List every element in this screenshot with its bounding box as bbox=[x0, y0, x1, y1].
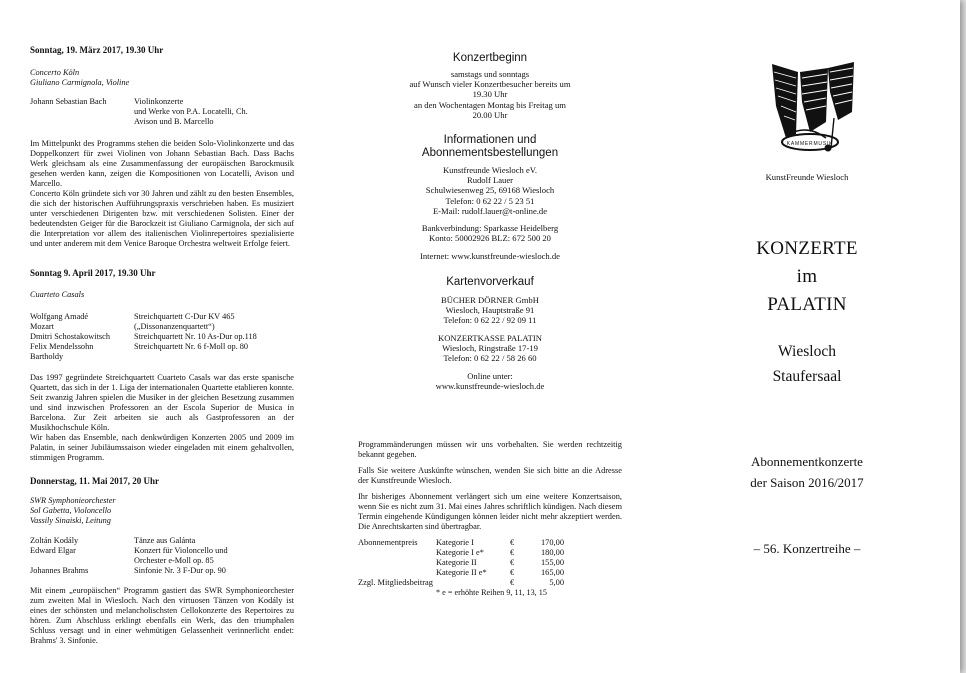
concert-column bbox=[30, 0, 294, 673]
online-sales: Online unter: www.kunstfreunde-wiesloch.de bbox=[356, 371, 624, 391]
work: Streichquartett C-Dur KV 465 bbox=[134, 312, 235, 321]
season-label: Abonnementkonzerte bbox=[751, 454, 863, 469]
performer: Giuliano Carmignola, Violine bbox=[30, 78, 130, 87]
event-performers bbox=[30, 290, 294, 300]
series-number: – 56. Konzertreihe – bbox=[753, 541, 861, 556]
work: und Werke von P.A. Locatelli, Ch. bbox=[134, 107, 248, 116]
work: („Dissonanzenquartett“) bbox=[134, 322, 215, 331]
place-staufersaal: Staufersaal bbox=[772, 368, 842, 385]
performer: SWR Symphonieorchester bbox=[30, 496, 116, 505]
composer: Bartholdy bbox=[30, 352, 64, 361]
logo-graphic bbox=[764, 62, 856, 162]
event-description: Mit einem „europäischen“ Programm gastiert das SWR Symphonieorchester zum zweiten Mal in Wiesloch. Nach den virtuosen Tänzen von Kodály ist eines der schönsten und melancholischsten Cellokonzerte des Repertoires zu hören. Zum Abschluss erklingt ebenfalls ein Werk, das den triumphalen Schluss versagt und in einer wehmütigen Gelassenheit verinnerlicht endet: Brahms' 3. Sinfonie. bbox=[30, 586, 294, 645]
info-column bbox=[356, 0, 624, 673]
work: Orchester e-Moll op. 85 bbox=[134, 556, 214, 565]
work: Konzert für Violoncello und bbox=[134, 546, 228, 555]
event-date: Sonntag 9. April 2017, 19.30 Uhr bbox=[30, 268, 156, 278]
section-title: Konzertbeginn bbox=[452, 52, 528, 64]
club-name: KunstFreunde Wiesloch bbox=[765, 172, 849, 182]
event-performers bbox=[30, 68, 294, 88]
title-konzerte: KONZERTE bbox=[756, 238, 858, 259]
composer bbox=[30, 117, 134, 127]
performer: Sol Gabetta, Violoncello bbox=[30, 506, 112, 515]
composer: Mozart bbox=[30, 322, 54, 331]
performer: Cuarteto Casals bbox=[30, 290, 85, 299]
composer: Zoltán Kodály bbox=[30, 536, 79, 545]
info-section bbox=[356, 134, 624, 262]
vorverkauf-section bbox=[356, 276, 624, 392]
place-wiesloch: Wiesloch bbox=[778, 343, 836, 360]
event-date: Donnerstag, 11. Mai 2017, 20 Uhr bbox=[30, 476, 159, 486]
note: Programmänderungen müssen wir uns vorbehalten. Sie werden rechtzeitig bekannt gegeben. bbox=[358, 440, 622, 459]
work: Tänze aus Galánta bbox=[134, 536, 196, 545]
composer: Dmitri Schostakowitsch bbox=[30, 332, 110, 341]
price-table: Abonnementpreis Kategorie I € 170,00 Kategorie I e* € 180,00 Kategorie II € 155,00 Kategorie II e* € 165,00 Zzgl. Mitgliedsbeitrag € 5,00 bbox=[358, 538, 564, 587]
section-title: Informationen und Abonnementsbestellungen bbox=[421, 134, 559, 159]
member-fee-label: Zzgl. Mitgliedsbeitrag bbox=[358, 578, 433, 587]
email-link[interactable]: E-Mail: rudolf.lauer@t-online.de bbox=[432, 205, 548, 216]
title-im: im bbox=[796, 266, 818, 287]
event-description: Wir haben das Ensemble, nach denkwürdigen Konzerten 2005 und 2009 im Palatin, in seiner Jubiläumssaison wieder eingeladen mit einem gehaltvollen, stimmigen Programm. bbox=[30, 433, 294, 462]
event-description: Concerto Köln gründete sich vor 30 Jahren und zählt zu den besten Ensembles, die sich der historischen Aufführungspraxis verschrieben haben. Es musiziert unter verschiedenen Dirigenten bzw. mit verschiedenen Solisten. Einer der bedeutendsten Geiger für die Barockzeit ist Giuliano Carmignola, der sich auf die Interpretation vor allem des italienischen Violinrepertoires spezialisierte und unter anderem mit dem Venice Baroque Orchestra weltweit Erfolge feiert. bbox=[30, 189, 294, 248]
event-2 bbox=[30, 268, 294, 463]
kunstfreunde-logo bbox=[764, 62, 856, 162]
online-link[interactable]: www.kunstfreunde-wiesloch.de bbox=[435, 381, 545, 392]
composer: Felix Mendelssohn bbox=[30, 342, 94, 351]
price-label: Abonnementpreis bbox=[358, 538, 418, 547]
title-palatin: PALATIN bbox=[767, 294, 847, 315]
work: Streichquartett Nr. 10 As-Dur op.118 bbox=[134, 332, 257, 341]
composer: Johann Sebastian Bach bbox=[30, 97, 107, 106]
composer: Wolfgang Amadé bbox=[30, 312, 89, 321]
work: Violinkonzerte bbox=[134, 97, 184, 106]
contact-address: Kunstfreunde Wiesloch eV. Rudolf Lauer Schulwiesenweg 25, 69168 Wiesloch Telefon: 0 62 22 / 5 23 51 E-Mail: rudolf.lauer@t-online.de bbox=[356, 165, 624, 216]
price-footnote: * e = erhöhte Reihen 9, 11, 13, 15 bbox=[436, 588, 547, 597]
event-description: Das 1997 gegründete Streichquartett Cuarteto Casals war das erste spanische Quartett, das sich in der 1. Liga der internationalen Quartette etablieren konnte. Seit zwanzig Jahren spielen die Musiker in der gleichen Besetzung zusammen und sind inzwischen Professoren an der Escola Superior de Musica in Barcelona. Zur Zeit arbeiten sie auch als Gastprofessoren an der Musikhochschule Köln. bbox=[30, 373, 294, 432]
notes-section bbox=[358, 440, 622, 598]
event-performers bbox=[30, 496, 294, 526]
work: Sinfonie Nr. 3 F-Dur op. 90 bbox=[134, 566, 226, 575]
performer: Concerto Köln bbox=[30, 68, 80, 77]
section-title: Kartenvorverkauf bbox=[446, 276, 534, 288]
title-column bbox=[712, 0, 902, 673]
composer bbox=[30, 556, 134, 566]
website-link[interactable]: Internet: www.kunstfreunde-wiesloch.de bbox=[419, 251, 560, 262]
work: Avison und B. Marcello bbox=[134, 117, 214, 126]
season-year: der Saison 2016/2017 bbox=[750, 475, 864, 490]
composer bbox=[30, 107, 134, 117]
event-program bbox=[30, 536, 294, 576]
event-date: Sonntag, 19. März 2017, 19.30 Uhr bbox=[30, 45, 164, 55]
event-program bbox=[30, 97, 294, 127]
performer: Vassily Sinaiski, Leitung bbox=[30, 516, 111, 525]
shop-palatin: KONZERTKASSE PALATIN Wiesloch, Ringstraße 17-19 Telefon: 0 62 22 / 58 26 60 bbox=[438, 332, 542, 364]
section-text: samstags und sonntags auf Wunsch vieler Konzertbesucher bereits um 19.30 Uhr an den Wochentagen Montag bis Freitag um 20.00 Uhr bbox=[409, 69, 571, 120]
work bbox=[134, 352, 294, 362]
event-description: Im Mittelpunkt des Programms stehen die beiden Solo-Violinkonzerte und das Doppelkonzert für zwei Violinen von Johann Sebastian Bach. Dass Bachs Werk gleichsam als eine Zusammenfassung der europäischen Barockmusik gesehen werden kann, zeigen die Kompositionen von Locatelli, Avison und Marcello. bbox=[30, 139, 294, 188]
event-program bbox=[30, 312, 294, 362]
shop-doerner: BÜCHER DÖRNER GmbH Wiesloch, Hauptstraße 91 Telefon: 0 62 22 / 92 09 11 bbox=[441, 295, 539, 326]
composer: Edward Elgar bbox=[30, 546, 76, 555]
event-1 bbox=[30, 45, 294, 249]
event-3 bbox=[30, 476, 294, 646]
work: Streichquartett Nr. 6 f-Moll op. 80 bbox=[134, 342, 249, 351]
bank-details: Bankverbindung: Sparkasse Heidelberg Konto: 50002926 BLZ: 672 500 20 bbox=[421, 223, 559, 244]
note: Falls Sie weitere Auskünfte wünschen, wenden Sie sich bitte an die Adresse der Kunstfreunde Wiesloch. bbox=[358, 466, 622, 485]
composer: Johannes Brahms bbox=[30, 566, 89, 575]
note: Ihr bisheriges Abonnement verlängert sich um eine weitere Konzertsaison, wenn Sie es nicht zum 31. Mai eines Jahres schriftlich kündigen. Nach diesem Termin eingehende Kündigungen können leider nicht mehr akzeptiert werden. Die Anrechtskarten sind übertragbar. bbox=[358, 492, 622, 531]
konzertbeginn-section bbox=[356, 52, 624, 120]
svg-text:KAMMERMUSIK: KAMMERMUSIK bbox=[786, 141, 834, 147]
